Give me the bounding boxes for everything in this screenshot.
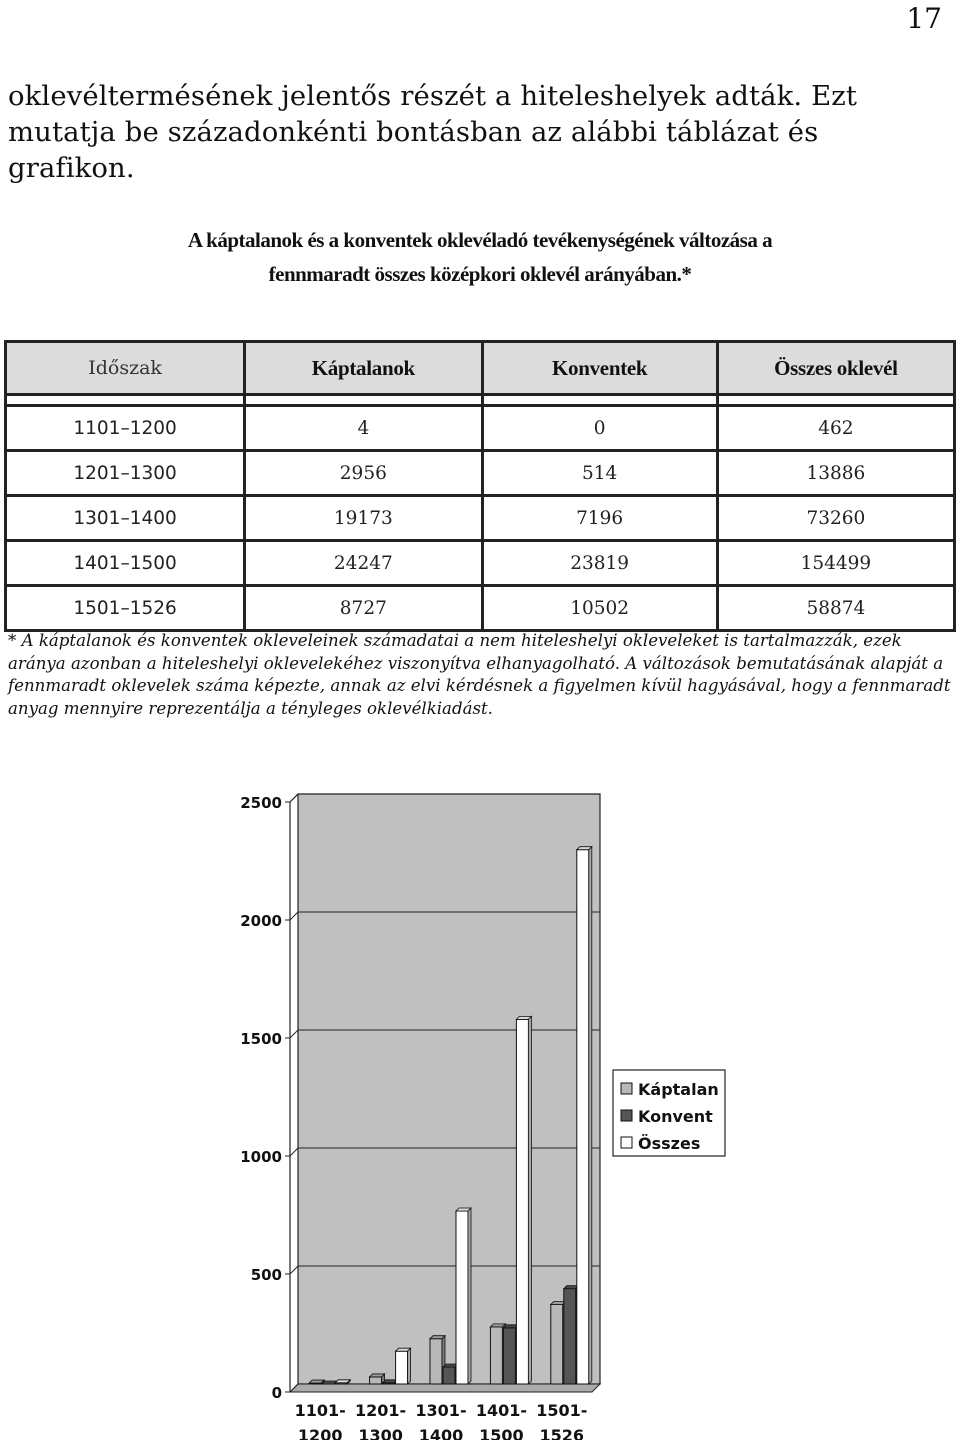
table-title-line-2: fennmaradt összes középkori oklevél arányában.* — [268, 262, 692, 286]
intro-paragraph: oklevéltermésének jelentős részét a hiteleshelyek adták. Ezt mutatja be századonkénti bontásban az alábbi táblázat és grafikon. — [8, 80, 857, 184]
header-convents: Konventek — [482, 342, 717, 395]
data-table — [4, 340, 956, 632]
x-tick-label: 1400 — [418, 1426, 464, 1440]
cell-chapters: 8727 — [245, 586, 482, 631]
table-row — [6, 406, 955, 451]
y-tick-label: 2000 — [240, 912, 282, 930]
gridline-depth — [290, 1148, 298, 1156]
cell-convents: 23819 — [482, 541, 717, 586]
cell-period: 1301–1400 — [6, 496, 245, 541]
x-tick-label: 1501- — [536, 1401, 588, 1420]
bar-összes — [516, 1019, 528, 1384]
gridline-depth — [290, 912, 298, 920]
legend-swatch — [621, 1110, 632, 1121]
cell-period: 1201–1300 — [6, 451, 245, 496]
table-row — [6, 586, 955, 631]
cell-total: 154499 — [717, 541, 954, 586]
cell-chapters: 2956 — [245, 451, 482, 496]
x-tick-label: 1300 — [358, 1426, 403, 1440]
cell-period: 1101–1200 — [6, 406, 245, 451]
page-number: 17 — [906, 2, 942, 35]
bar-chart — [230, 770, 730, 1440]
bar-összes — [396, 1351, 408, 1384]
table-row — [6, 496, 955, 541]
y-tick-label: 1500 — [240, 1030, 282, 1048]
plot-floor — [290, 1384, 600, 1392]
cell-chapters: 19173 — [245, 496, 482, 541]
legend-label: Összes — [638, 1134, 701, 1153]
bar-side — [589, 847, 592, 1384]
bar-káptalan — [551, 1304, 563, 1384]
bar-konvent — [503, 1328, 515, 1384]
bar-konvent — [564, 1289, 576, 1384]
bar-side — [408, 1348, 411, 1384]
y-tick-label: 0 — [271, 1384, 282, 1402]
cell-convents: 0 — [482, 406, 717, 451]
legend-swatch — [621, 1083, 632, 1094]
x-tick-label: 1500 — [479, 1426, 524, 1440]
gridline-depth — [290, 794, 298, 802]
legend-label: Konvent — [638, 1107, 713, 1126]
cell-period: 1501–1526 — [6, 586, 245, 631]
y-tick-label: 1000 — [240, 1148, 282, 1166]
x-tick-label: 1200 — [297, 1426, 343, 1440]
bar-side — [468, 1208, 471, 1384]
bar-káptalan — [490, 1327, 502, 1384]
y-tick-label: 500 — [250, 1266, 282, 1284]
legend-label: Káptalan — [638, 1080, 719, 1099]
bar-összes — [456, 1211, 468, 1384]
plot-area — [298, 794, 600, 1384]
cell-chapters: 24247 — [245, 541, 482, 586]
cell-total: 73260 — [717, 496, 954, 541]
x-tick-label: 1301- — [415, 1401, 467, 1420]
header-total: Összes oklevél — [717, 342, 954, 395]
gridline-depth — [290, 1266, 298, 1274]
cell-chapters: 4 — [245, 406, 482, 451]
x-tick-label: 1101- — [294, 1401, 346, 1420]
bar-káptalan — [370, 1377, 382, 1384]
y-tick-label: 2500 — [240, 794, 282, 812]
cell-total: 58874 — [717, 586, 954, 631]
table-title-line-1: A káptalanok és a konventek oklevéladó tevékenységének változása a — [187, 228, 773, 252]
legend-swatch — [621, 1137, 632, 1148]
x-tick-label: 1401- — [475, 1401, 527, 1420]
cell-convents: 7196 — [482, 496, 717, 541]
footnote: * A káptalanok és konventek okleveleinek számadatai a nem hiteleshelyi okleveleket is tartalmazzák, ezek aránya azonban a hiteleshelyi oklevelekéhez viszonyítva elhanyagolható. A változások bemutatásának alapját a fennmaradt oklevelek száma képezte, annak az elvi kérdésnek a figyelmen kívül hagyásával, hogy a fennmaradt anyag mennyire reprezentálja a tényleges oklevélkiadást. — [8, 631, 951, 718]
bar-konvent — [443, 1367, 455, 1384]
header-period: Időszak — [6, 342, 245, 395]
cell-period: 1401–1500 — [6, 541, 245, 586]
header-chapters: Káptalanok — [245, 342, 482, 395]
cell-total: 13886 — [717, 451, 954, 496]
bar-káptalan — [430, 1339, 442, 1384]
x-tick-label: 1201- — [355, 1401, 407, 1420]
gridline-depth — [290, 1030, 298, 1038]
cell-convents: 10502 — [482, 586, 717, 631]
table-header-row — [6, 342, 955, 395]
cell-total: 462 — [717, 406, 954, 451]
cell-convents: 514 — [482, 451, 717, 496]
bar-összes — [577, 850, 589, 1384]
table-row — [6, 541, 955, 586]
x-tick-label: 1526 — [539, 1426, 585, 1440]
table-spacer — [6, 395, 955, 406]
bar-side — [528, 1016, 531, 1384]
table-row — [6, 451, 955, 496]
